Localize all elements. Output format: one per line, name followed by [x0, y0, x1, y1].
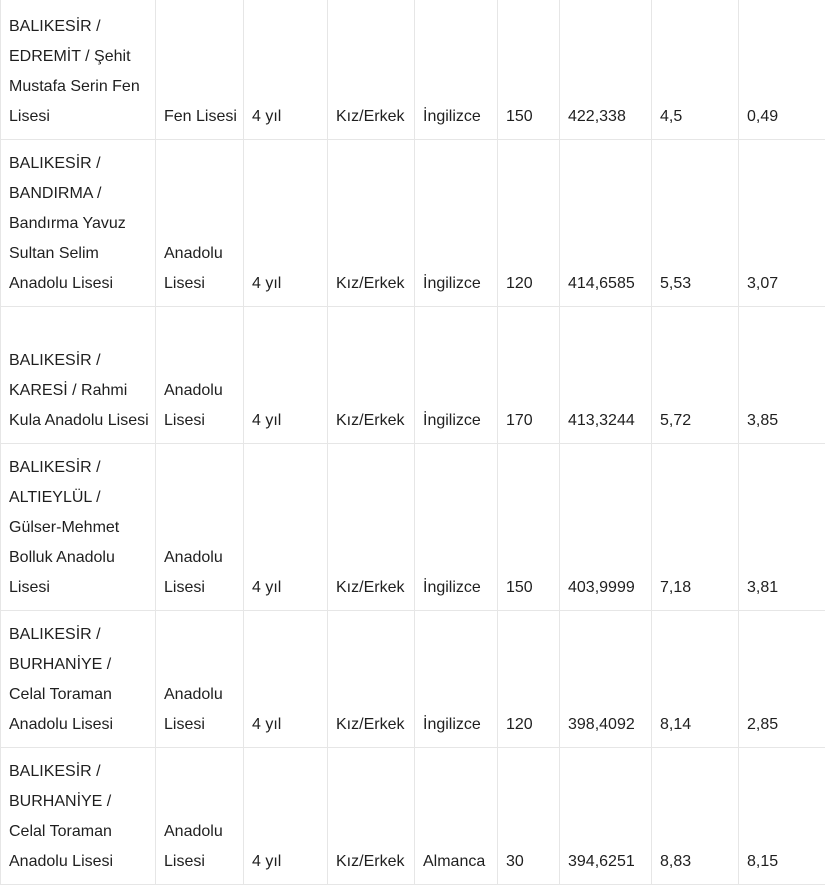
- quota-cell: [498, 306, 560, 443]
- school-name-cell: [1, 306, 156, 443]
- school-name: BALIKESİR / BANDIRMA / Bandırma Yavuz Sultan Selim Anadolu Lisesi: [9, 149, 151, 299]
- gender: Kız/Erkek: [336, 406, 414, 436]
- score-cell: [560, 139, 652, 306]
- school-name-cell: [1, 747, 156, 884]
- gender: Kız/Erkek: [336, 710, 414, 740]
- last-value: 3,81: [747, 573, 825, 603]
- duration-cell: [244, 306, 328, 443]
- quota-cell: [498, 0, 560, 139]
- gender: Kız/Erkek: [336, 847, 414, 877]
- gender-cell: [328, 139, 415, 306]
- duration-cell: [244, 139, 328, 306]
- school-type: Anadolu Lisesi: [164, 239, 243, 299]
- duration: 4 yıl: [252, 102, 327, 132]
- duration-cell: [244, 747, 328, 884]
- percentile-cell: [652, 306, 739, 443]
- language-cell: [415, 306, 498, 443]
- gender: Kız/Erkek: [336, 573, 414, 603]
- school-name-cell: [1, 139, 156, 306]
- school-type-cell: [156, 610, 244, 747]
- quota-cell: [498, 443, 560, 610]
- school-name: BALIKESİR / KARESİ / Rahmi Kula Anadolu Lisesi: [9, 346, 151, 436]
- table-row: [1, 610, 825, 747]
- percentile-cell: [652, 610, 739, 747]
- percentile-cell: [652, 0, 739, 139]
- school-name-cell: [1, 443, 156, 610]
- score-cell: [560, 443, 652, 610]
- percentile: 8,14: [660, 710, 738, 740]
- language-cell: [415, 610, 498, 747]
- duration-cell: [244, 0, 328, 139]
- last-value: 0,49: [747, 102, 825, 132]
- school-type-cell: [156, 306, 244, 443]
- percentile: 5,72: [660, 406, 738, 436]
- gender-cell: [328, 610, 415, 747]
- last-value-cell: [739, 0, 825, 139]
- school-name: BALIKESİR / EDREMİT / Şehit Mustafa Serin Fen Lisesi: [9, 12, 151, 132]
- gender-cell: [328, 0, 415, 139]
- language: Almanca: [423, 847, 497, 877]
- quota: 30: [506, 847, 559, 877]
- school-type-cell: [156, 747, 244, 884]
- school-type: Anadolu Lisesi: [164, 376, 243, 436]
- duration: 4 yıl: [252, 847, 327, 877]
- last-value: 3,85: [747, 406, 825, 436]
- quota-cell: [498, 747, 560, 884]
- score: 422,338: [568, 102, 651, 132]
- score: 403,9999: [568, 573, 651, 603]
- gender-cell: [328, 747, 415, 884]
- language-cell: [415, 139, 498, 306]
- duration-cell: [244, 610, 328, 747]
- table-row: [1, 139, 825, 306]
- duration: 4 yıl: [252, 406, 327, 436]
- score: 398,4092: [568, 710, 651, 740]
- school-type: Anadolu Lisesi: [164, 817, 243, 877]
- last-value-cell: [739, 306, 825, 443]
- language-cell: [415, 443, 498, 610]
- quota: 120: [506, 269, 559, 299]
- quota: 170: [506, 406, 559, 436]
- table-row: [1, 747, 825, 884]
- school-type: Fen Lisesi: [164, 102, 243, 132]
- gender: Kız/Erkek: [336, 102, 414, 132]
- score-cell: [560, 610, 652, 747]
- language: İngilizce: [423, 573, 497, 603]
- score-cell: [560, 0, 652, 139]
- language: İngilizce: [423, 269, 497, 299]
- score: 413,3244: [568, 406, 651, 436]
- table-row: [1, 306, 825, 443]
- school-type: Anadolu Lisesi: [164, 680, 243, 740]
- gender: Kız/Erkek: [336, 269, 414, 299]
- last-value-cell: [739, 747, 825, 884]
- language-cell: [415, 747, 498, 884]
- percentile: 7,18: [660, 573, 738, 603]
- duration: 4 yıl: [252, 710, 327, 740]
- score: 394,6251: [568, 847, 651, 877]
- school-type-cell: [156, 0, 244, 139]
- gender-cell: [328, 443, 415, 610]
- table-row: [1, 0, 825, 139]
- school-name-cell: [1, 0, 156, 139]
- last-value: 3,07: [747, 269, 825, 299]
- duration: 4 yıl: [252, 269, 327, 299]
- percentile: 5,53: [660, 269, 738, 299]
- school-name-cell: [1, 610, 156, 747]
- language-cell: [415, 0, 498, 139]
- score-cell: [560, 306, 652, 443]
- quota-cell: [498, 610, 560, 747]
- last-value-cell: [739, 139, 825, 306]
- percentile-cell: [652, 443, 739, 610]
- duration: 4 yıl: [252, 573, 327, 603]
- language: İngilizce: [423, 710, 497, 740]
- percentile-cell: [652, 139, 739, 306]
- score: 414,6585: [568, 269, 651, 299]
- duration-cell: [244, 443, 328, 610]
- table-body: [1, 0, 825, 884]
- last-value: 2,85: [747, 710, 825, 740]
- language: İngilizce: [423, 406, 497, 436]
- language: İngilizce: [423, 102, 497, 132]
- last-value-cell: [739, 443, 825, 610]
- score-cell: [560, 747, 652, 884]
- quota: 150: [506, 573, 559, 603]
- percentile: 8,83: [660, 847, 738, 877]
- quota: 120: [506, 710, 559, 740]
- school-name: BALIKESİR / BURHANİYE / Celal Toraman Anadolu Lisesi: [9, 620, 151, 740]
- last-value: 8,15: [747, 847, 825, 877]
- school-name: BALIKESİR / ALTIEYLÜL / Gülser-Mehmet Bolluk Anadolu Lisesi: [9, 453, 151, 603]
- percentile-cell: [652, 747, 739, 884]
- last-value-cell: [739, 610, 825, 747]
- quota-cell: [498, 139, 560, 306]
- gender-cell: [328, 306, 415, 443]
- school-type-cell: [156, 443, 244, 610]
- percentile: 4,5: [660, 102, 738, 132]
- school-type-cell: [156, 139, 244, 306]
- school-name: BALIKESİR / BURHANİYE / Celal Toraman Anadolu Lisesi: [9, 757, 151, 877]
- table-row: [1, 443, 825, 610]
- school-type: Anadolu Lisesi: [164, 543, 243, 603]
- quota: 150: [506, 102, 559, 132]
